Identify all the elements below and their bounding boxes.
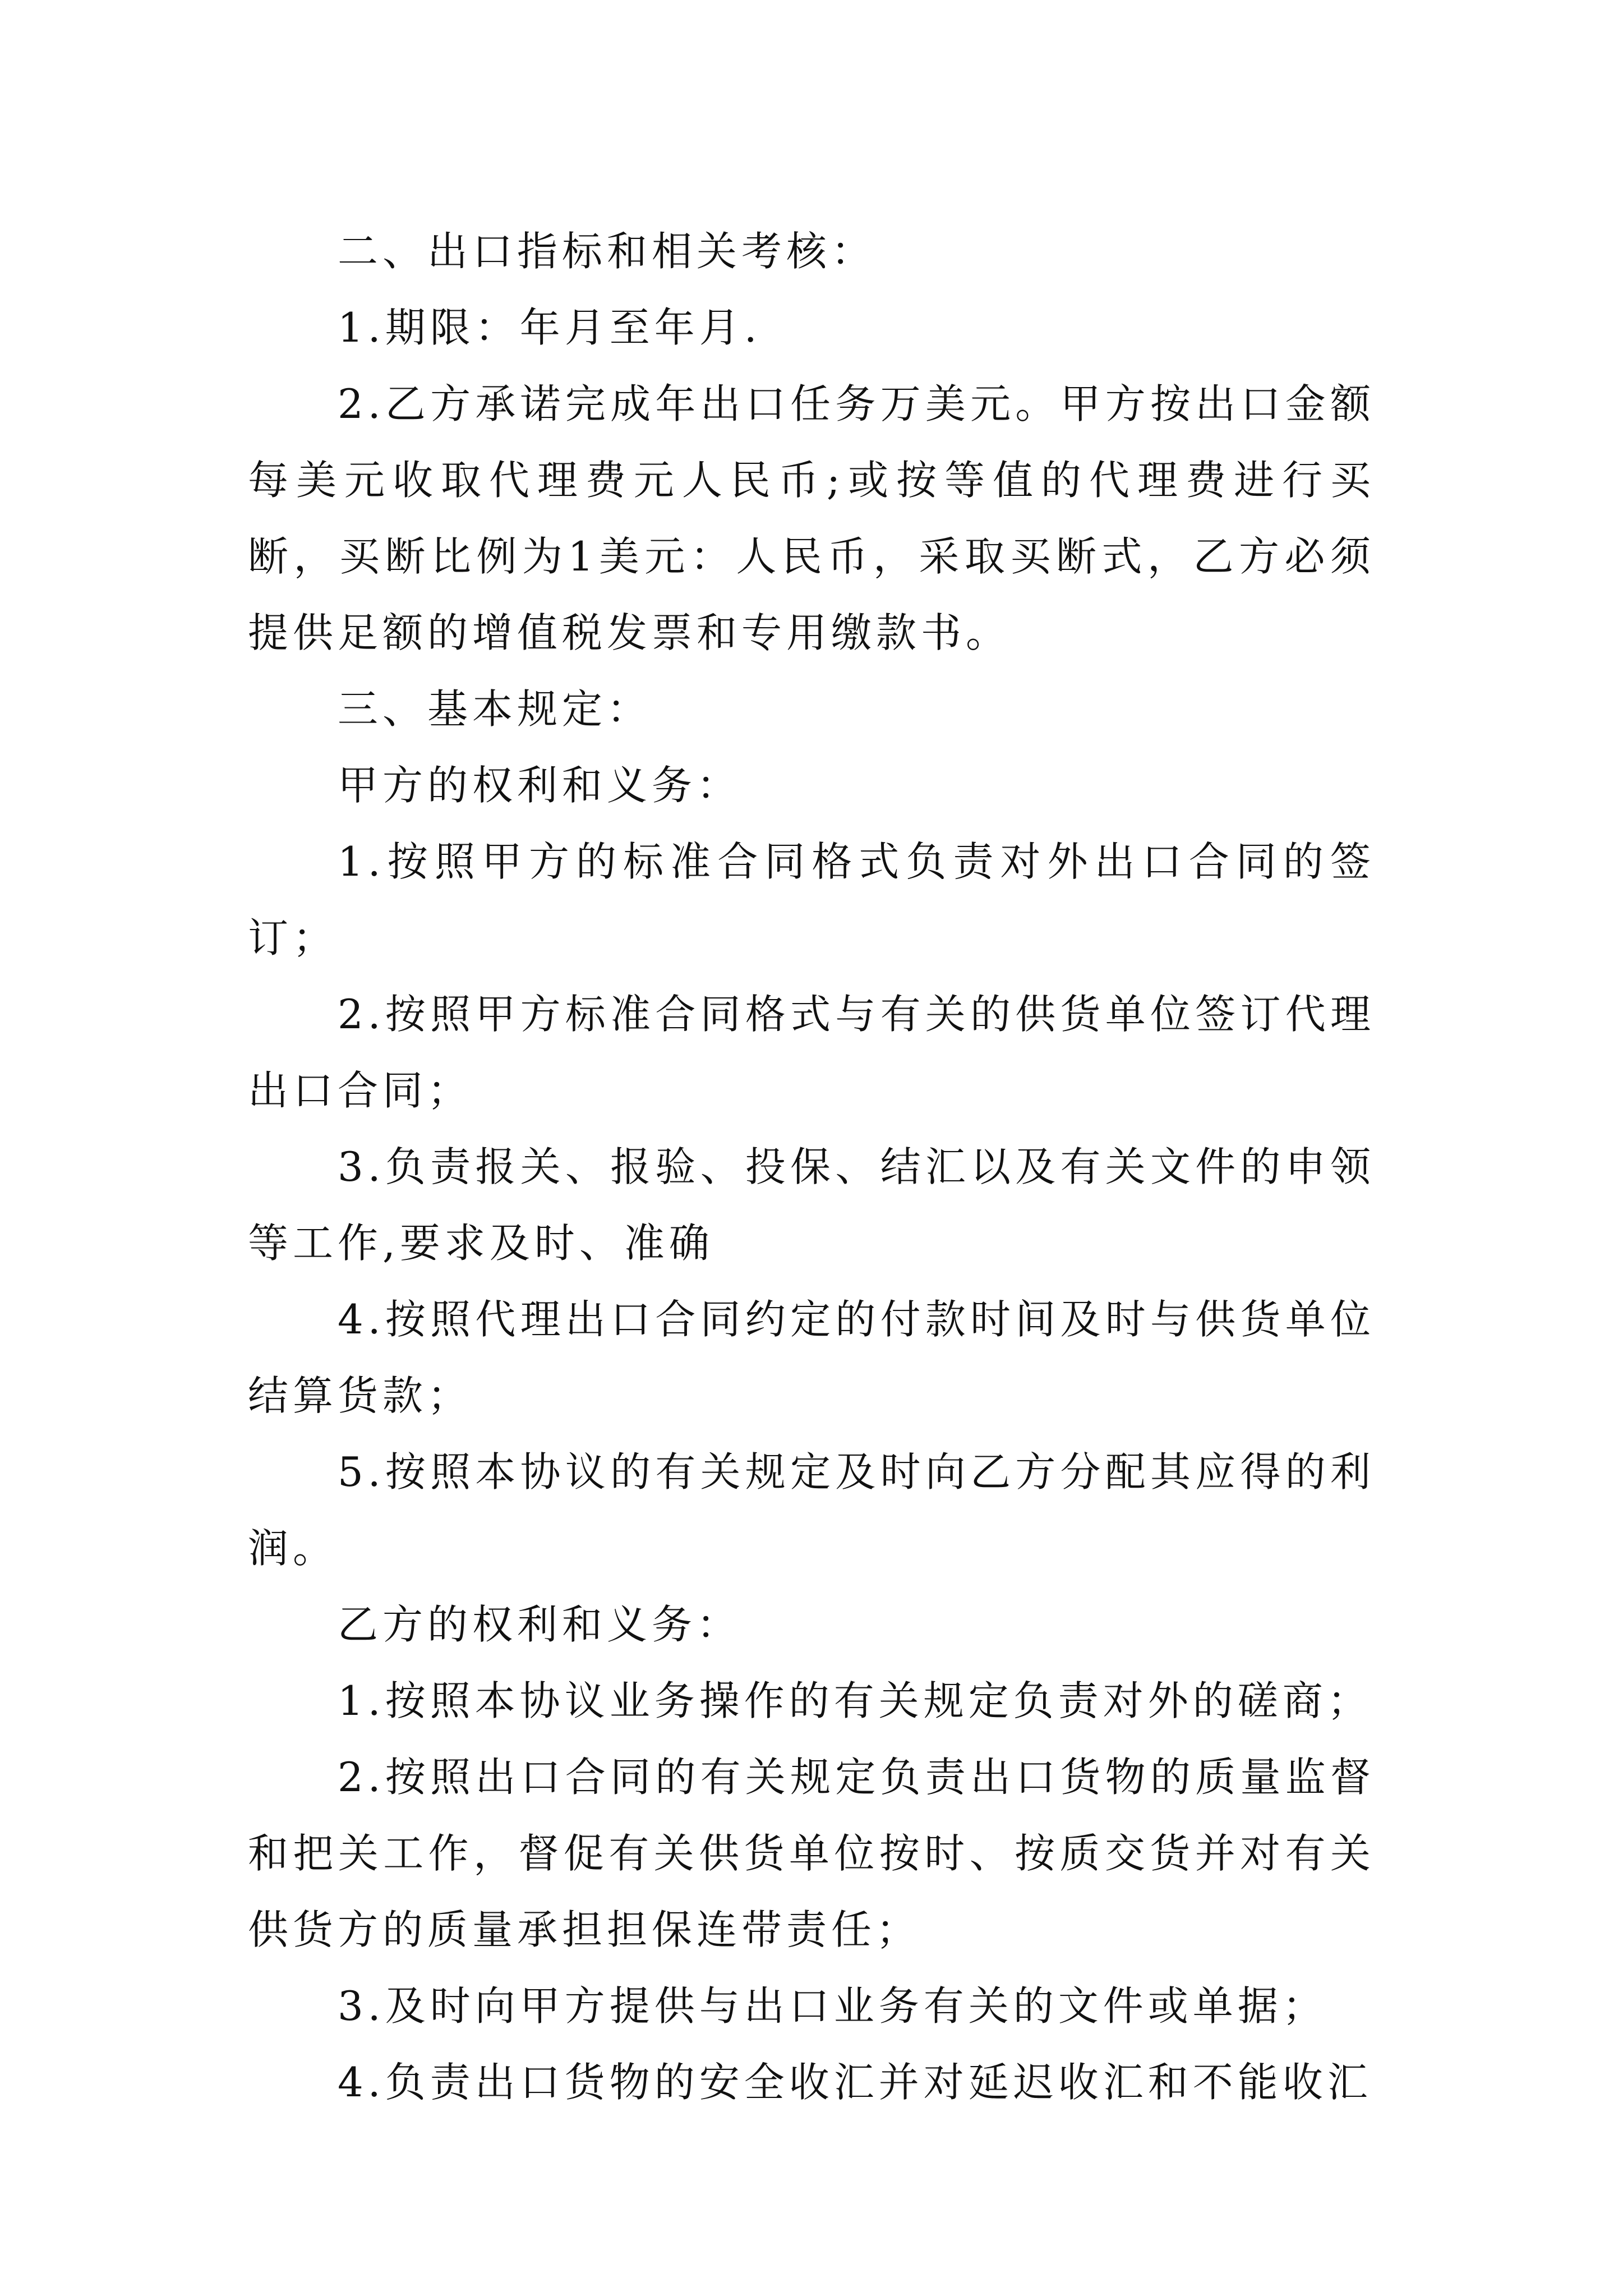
subheading-party-b-rights: 乙方的权利和义务： xyxy=(338,1601,742,1648)
party-b-item-3: 3.及时向甲方提供与出口业务有关的文件或单据； xyxy=(338,1982,1327,2030)
party-a-item-4: 4.按照代理出口合同约定的付款时间及时与供货单位结算货款； xyxy=(248,1296,1375,1419)
party-b-item-4: 4.负责出口货物的安全收汇并对延迟收汇和不能收汇 xyxy=(338,2059,1372,2106)
party-b-item-2: 2.按照出口合同的有关规定负责出口货物的质量监督和把关工作，督促有关供货单位按时、按质交货并对有关供货方的质量承担担保连带责任； xyxy=(248,1754,1375,1953)
clause-term-period: 1.期限：年月至年月. xyxy=(338,304,762,351)
party-a-item-5: 5.按照本协议的有关规定及时向乙方分配其应得的利润。 xyxy=(248,1448,1375,1572)
party-a-item-2: 2.按照甲方标准合同格式与有关的供货单位签订代理出口合同； xyxy=(248,991,1375,1114)
section-heading-export-targets: 二、出口指标和相关考核： xyxy=(338,228,877,275)
subheading-party-a-rights: 甲方的权利和义务： xyxy=(338,762,742,809)
party-b-item-1: 1.按照本协议业务操作的有关规定负责对外的磋商； xyxy=(338,1677,1372,1724)
party-a-item-1: 1.按照甲方的标准合同格式负责对外出口合同的签订； xyxy=(248,838,1375,961)
document-body xyxy=(248,213,1375,2120)
clause-export-task-and-fee: 2.乙方承诺完成年出口任务万美元。甲方按出口金额每美元收取代理费元人民币;或按等值的代理费进行买断，买断比例为1美元：人民币，采取买断式，乙方必须提供足额的增值税发票和专用缴款书。 xyxy=(248,380,1375,656)
party-a-item-3: 3.负责报关、报验、投保、结汇以及有关文件的申领等工作,要求及时、准确 xyxy=(248,1143,1375,1267)
section-heading-basic-provisions: 三、基本规定： xyxy=(338,685,652,733)
